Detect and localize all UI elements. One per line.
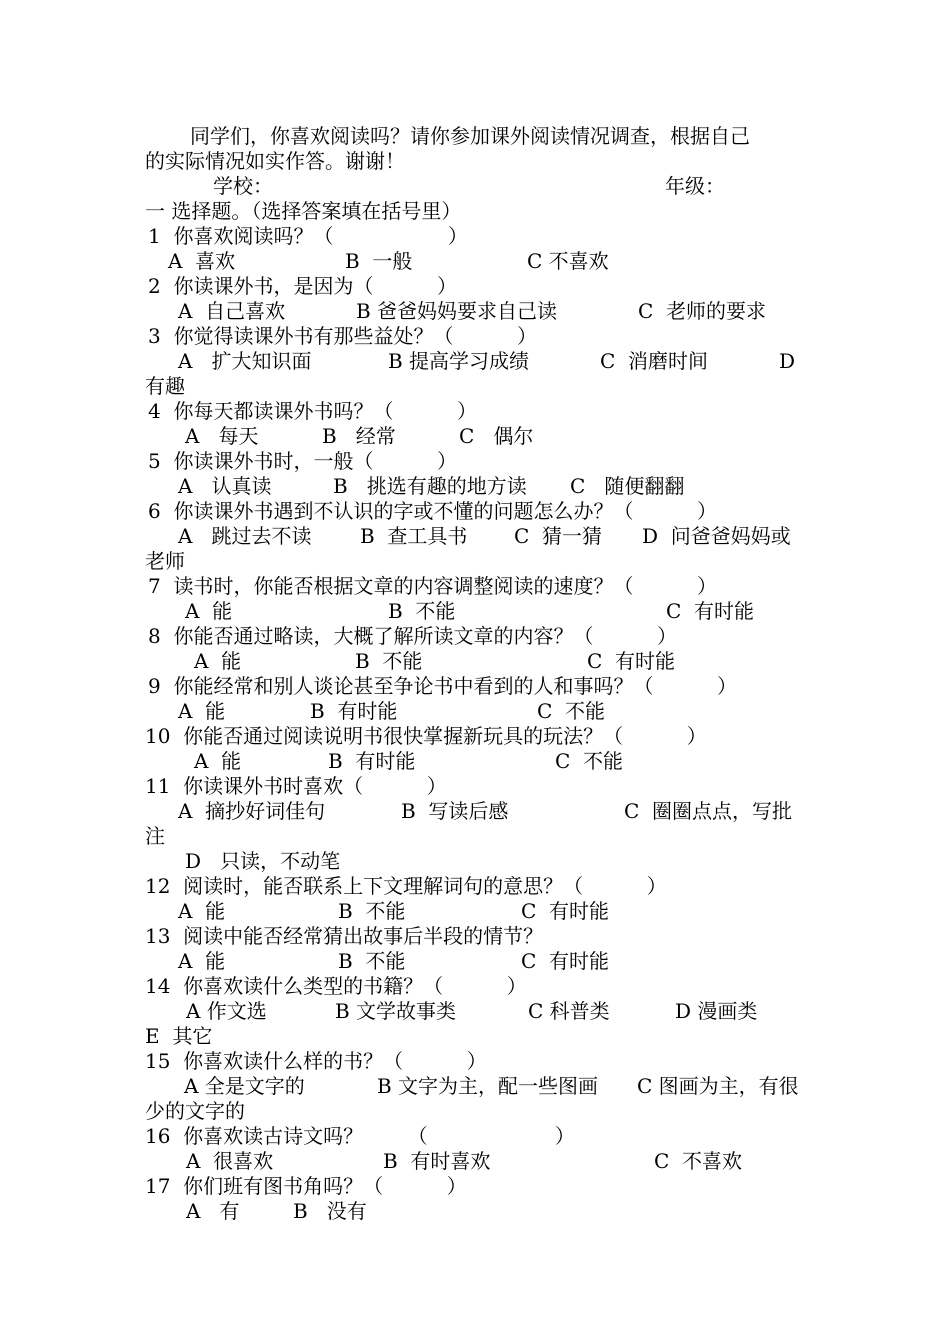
option-5b: B 挑选有趣的地方读: [333, 474, 527, 498]
option-13b: B 不能: [338, 949, 406, 973]
grade-label: 年级：: [665, 174, 725, 198]
option-6d-wrap: 老师: [145, 549, 185, 573]
option-1a: A 喜欢: [168, 249, 236, 273]
option-11c-wrap: 注: [145, 824, 165, 848]
option-11a: A 摘抄好词佳句: [178, 799, 326, 823]
option-5a: A 认真读: [178, 474, 272, 498]
option-3b: B 提高学习成绩: [388, 349, 530, 373]
option-7a: A 能: [185, 599, 233, 623]
option-13a: A 能: [178, 949, 226, 973]
option-3a: A 扩大知识面: [178, 349, 312, 373]
option-9c: C 不能: [537, 699, 606, 723]
option-9b: B 有时能: [310, 699, 398, 723]
intro-line-1: 同学们，你喜欢阅读吗？请你参加课外阅读情况调查，根据自己: [190, 124, 750, 148]
question-1: 1 你喜欢阅读吗？（ ）: [148, 224, 468, 248]
option-8b: B 不能: [355, 649, 423, 673]
option-12b: B 不能: [338, 899, 406, 923]
question-3: 3 你觉得读课外书有那些益处？（ ）: [148, 324, 538, 348]
option-8a: A 能: [194, 649, 242, 673]
option-12a: A 能: [178, 899, 226, 923]
option-7b: B 不能: [388, 599, 456, 623]
question-6: 6 你读课外书遇到不认识的字或不懂的问题怎么办？（ ）: [148, 499, 718, 523]
option-10b: B 有时能: [328, 749, 416, 773]
option-1c: C 不喜欢: [527, 249, 609, 273]
option-17a: A 有: [186, 1199, 240, 1223]
question-15: 15 你喜欢读什么样的书？（ ）: [145, 1049, 487, 1073]
question-10: 10 你能否通过阅读说明书很快掌握新玩具的玩法？（ ）: [145, 724, 707, 748]
option-11d: D 只读，不动笔: [185, 849, 341, 873]
intro-line-2: 的实际情况如实作答。谢谢！: [145, 149, 405, 173]
option-6b: B 查工具书: [360, 524, 468, 548]
option-14d: D 漫画类: [675, 999, 758, 1023]
option-6d: D 问爸爸妈妈或: [642, 524, 791, 548]
question-11: 11 你读课外书时喜欢（ ）: [145, 774, 447, 798]
option-14a: A 作文选: [186, 999, 267, 1023]
option-4b: B 经常: [322, 424, 396, 448]
option-14e: E 其它: [145, 1024, 213, 1048]
option-2b: B 爸爸妈妈要求自己读: [356, 299, 558, 323]
option-4c: C 偶尔: [459, 424, 534, 448]
option-3d: D: [779, 349, 796, 373]
option-14b: B 文学故事类: [335, 999, 457, 1023]
option-6a: A 跳过去不读: [178, 524, 312, 548]
option-15c: C 图画为主，有很: [637, 1074, 799, 1098]
option-3d-wrap: 有趣: [145, 374, 185, 398]
option-12c: C 有时能: [521, 899, 610, 923]
question-17: 17 你们班有图书角吗？（ ）: [145, 1174, 467, 1198]
option-15a: A 全是文字的: [184, 1074, 305, 1098]
option-9a: A 能: [178, 699, 226, 723]
option-10c: C 不能: [555, 749, 624, 773]
question-5: 5 你读课外书时，一般（ ）: [148, 449, 458, 473]
option-2a: A 自己喜欢: [178, 299, 286, 323]
question-2: 2 你读课外书，是因为（ ）: [148, 274, 458, 298]
question-13: 13 阅读中能否经常猜出故事后半段的情节？: [145, 924, 544, 948]
option-16c: C 不喜欢: [654, 1149, 743, 1173]
question-14: 14 你喜欢读什么类型的书籍？（ ）: [145, 974, 527, 998]
option-15c-wrap: 少的文字的: [145, 1099, 245, 1123]
question-7: 7 读书时，你能否根据文章的内容调整阅读的速度？（ ）: [148, 574, 718, 598]
option-1b: B 一般: [345, 249, 413, 273]
question-8: 8 你能否通过略读，大概了解所读文章的内容？（ ）: [148, 624, 678, 648]
option-8c: C 有时能: [587, 649, 676, 673]
option-11c: C 圈圈点点，写批: [624, 799, 793, 823]
option-7c: C 有时能: [666, 599, 755, 623]
question-16: 16 你喜欢读古诗文吗？ （ ）: [145, 1124, 575, 1148]
option-2c: C 老师的要求: [638, 299, 767, 323]
option-16b: B 有时喜欢: [383, 1149, 491, 1173]
option-13c: C 有时能: [521, 949, 610, 973]
option-16a: A 很喜欢: [186, 1149, 274, 1173]
section-title: 一 选择题。（选择答案填在括号里）: [145, 199, 462, 223]
question-4: 4 你每天都读课外书吗？（ ）: [148, 399, 478, 423]
option-4a: A 每天: [185, 424, 259, 448]
school-label: 学校：: [213, 174, 273, 198]
option-11b: B 写读后感: [401, 799, 509, 823]
option-3c: C 消磨时间: [600, 349, 709, 373]
option-10a: A 能: [194, 749, 242, 773]
question-12: 12 阅读时，能否联系上下文理解词句的意思？（ ）: [145, 874, 667, 898]
option-14c: C 科普类: [528, 999, 610, 1023]
question-9: 9 你能经常和别人谈论甚至争论书中看到的人和事吗？（ ）: [148, 674, 738, 698]
option-5c: C 随便翻翻: [570, 474, 685, 498]
option-17b: B 没有: [293, 1199, 367, 1223]
option-15b: B 文字为主，配一些图画: [377, 1074, 599, 1098]
option-6c: C 猜一猜: [514, 524, 603, 548]
